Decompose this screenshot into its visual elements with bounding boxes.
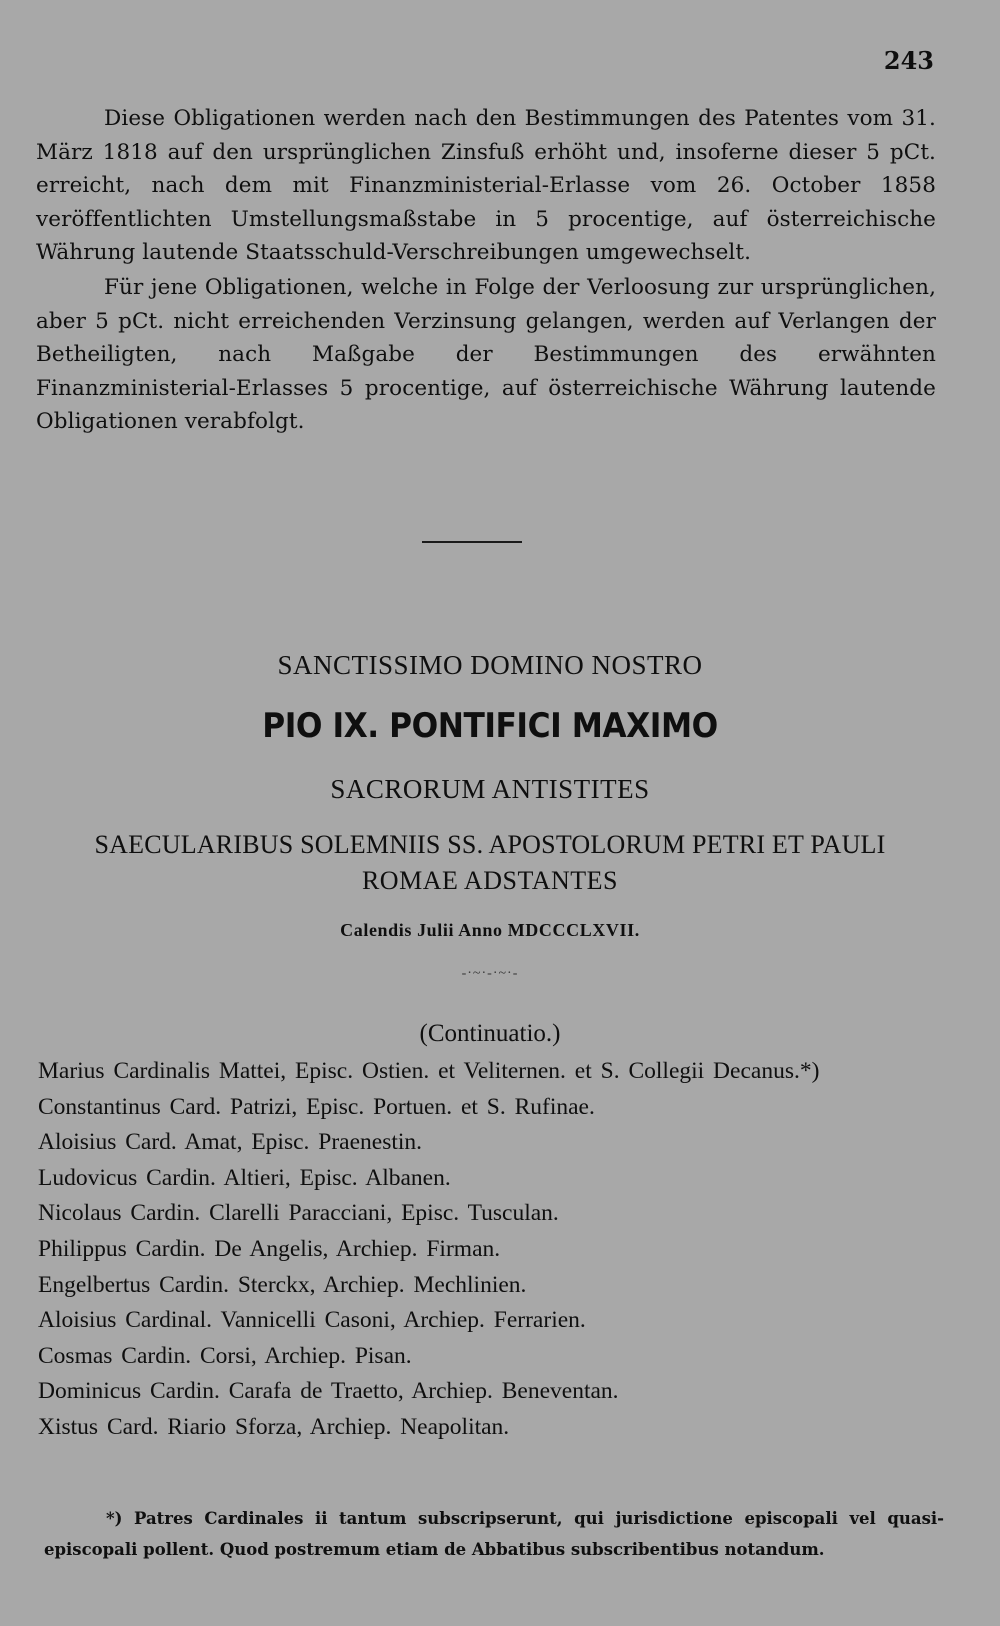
list-item: Dominicus Cardin. Carafa de Traetto, Archiep. Beneventan.: [38, 1378, 619, 1405]
list-item: Marius Cardinalis Mattei, Episc. Ostien. et Veliternen. et S. Collegii Decanus.*): [38, 1058, 820, 1084]
section-divider: [422, 541, 522, 543]
list-item: Cosmas Cardin. Corsi, Archiep. Pisan.: [38, 1342, 412, 1369]
list-item: Engelbertus Cardin. Sterckx, Archiep. Mechlinien.: [38, 1271, 527, 1298]
dedication-line-4: SAECULARIBUS SOLEMNIIS SS. APOSTOLORUM PETRI ET PAULI: [94, 830, 886, 859]
list-item: Ludovicus Cardin. Altieri, Episc. Albanen.: [38, 1164, 451, 1191]
footnote: *) Patres Cardinales ii tantum subscripserunt, qui jurisdictione episcopali vel quasi-episcopali pollent. Quod postremum etiam de Abbatibus subscribentibus notandum.: [44, 1509, 944, 1559]
dedication-date: Calendis Julii Anno MDCCCLXVII.: [340, 920, 640, 940]
dedication-line-3: SACRORUM ANTISTITES: [330, 774, 650, 804]
dedication-heading: PIO IX. PONTIFICI MAXIMO: [262, 706, 718, 746]
list-item: Xistus Card. Riario Sforza, Archiep. Neapolitan.: [38, 1413, 510, 1440]
continuatio-label: (Continuatio.): [419, 1020, 561, 1047]
list-item: Constantinus Card. Patrizi, Episc. Portuen. et S. Rufinae.: [38, 1093, 595, 1120]
list-item: Philippus Cardin. De Angelis, Archiep. Firman.: [38, 1235, 501, 1262]
ornament-divider: -·~·-·~·-: [461, 966, 519, 981]
list-item: Aloisius Cardinal. Vannicelli Casoni, Archiep. Ferrarien.: [38, 1307, 586, 1334]
dedication-line-5: ROMAE ADSTANTES: [361, 866, 619, 895]
paragraph-2: Für jene Obligationen, welche in Folge der Verloosung zur ursprünglichen, aber 5 pCt. nicht erreichenden Verzinsung gelangen, werden auf Verlangen der Betheiligten, nach Maßgabe der Bestimmungen des erwähnten Finanzministerial-Erlasses 5 procentige, auf österreichische Währung lautende Obligationen verabfolgt.: [36, 275, 936, 434]
paragraph-1: Diese Obligationen werden nach den Bestimmungen des Patentes vom 31. März 1818 auf den ursprünglichen Zinsfuß erhöht und, insoferne dieser 5 pCt. erreicht, nach dem mit Finanzministerial-Erlasse vom 26. October 1858 veröffentlichten Umstellungsmaßstabe in 5 procentige, auf österreichische Währung lautende Staatsschuld-Verschreibungen umgewechselt.: [36, 106, 936, 265]
page-number: 243: [883, 46, 934, 75]
list-item: Aloisius Card. Amat, Episc. Praenestin.: [38, 1129, 423, 1156]
signatory-list: [38, 1054, 819, 1446]
list-item: Nicolaus Cardin. Clarelli Paracciani, Episc. Tusculan.: [38, 1200, 559, 1227]
dedication-line-1: SANCTISSIMO DOMINO NOSTRO: [277, 650, 703, 680]
